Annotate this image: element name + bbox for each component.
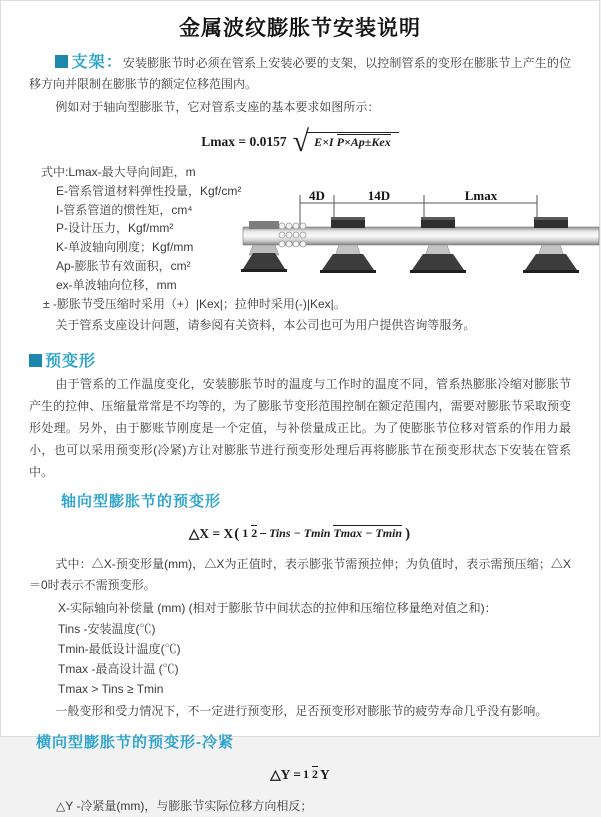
page-title: 金属波纹膨胀节安装说明: [179, 17, 421, 40]
formula-lmax-lhs: Lmax = 0.0157: [201, 134, 287, 149]
param-line: Ap-膨胀节有效面积，cm²: [56, 258, 191, 273]
sqrt-radicand: [306, 132, 399, 150]
temp-definition: Tmax -最高设计温 (℃): [58, 662, 179, 677]
section-square-icon: [55, 55, 68, 68]
section-predeform-heading-row: [29, 348, 571, 371]
close-paren: ): [405, 525, 411, 542]
support-intro-paragraph: [29, 52, 571, 95]
fraction: [269, 527, 402, 541]
open-paren: (: [234, 525, 240, 542]
fraction-numerator: E×I: [314, 135, 334, 149]
support-intro-text: 安装膨胀节时必须在管系上安装必要的支架，以控制管系的变形在膨胀节上产生的位移方向并限制在膨胀节的额定位移范围内。: [29, 56, 571, 91]
sqrt-symbol-icon: √: [292, 125, 310, 158]
formula-dy-lhs: △Y =: [270, 767, 301, 783]
formula-dx-lhs: △X = X: [188, 526, 234, 542]
temp-definition: Tmin-最低设计温度(℃): [58, 642, 181, 657]
fraction-numerator: 1: [302, 767, 309, 782]
predeform-paragraph: 由于管系的工作温度变化，安装膨胀节时的温度与工作时的温度不同，管系热膨胀冷缩对膨胀节产生的拉伸、压缩量常常是不均等的，为了膨胀节变形范围控制在额定范围内，需要对膨胀节采取预变形处理。另外，由于膨账节刚度是一个定值，与补偿量成正比。为了使膨胀节位移对管系的作用力最小，也可以采用预变形(冷紧)方让对膨胀节进行预变形处理后再将膨胀节在预变形状态下安装在管系中。: [29, 377, 571, 479]
fraction-denominator: Tmax − Tmin: [333, 526, 403, 541]
section-predeform-heading: 预变形: [45, 353, 97, 371]
dim-label-14d: 14D: [367, 188, 391, 203]
param-line: E-管系管道材料弹性投量，Kgf/cm²: [56, 183, 242, 198]
axial-explanation-2: X-实际轴向补偿量 (mm) (相对于膨胀节中间状态的拉伸和压缩位移量绝对值之和)：: [58, 601, 497, 616]
param-line: ± -膨胀节受压缩时采用（+）|Kex|；拉伸时采用(-)|Kex|。: [43, 296, 346, 311]
temp-inequality: Tmax > Tins ≥ Tmin: [58, 682, 164, 697]
section-support-heading: 支架：: [71, 54, 123, 71]
axial-explanation-1: 式中：△X-预变形量(mm)，△X为正值时，表示膨张节需预拉伸；为负值时，表示需预压缩；△X＝0时表示不需预变形。: [29, 557, 571, 593]
formula-delta-y: [1, 761, 599, 789]
formula-dy-rhs: Y: [319, 767, 330, 783]
fraction: [303, 768, 318, 782]
temp-definition: Tins -安装温度(℃): [58, 622, 156, 637]
param-line: ex-单波轴向位移，mm: [56, 277, 177, 292]
fraction: [314, 136, 391, 150]
param-line: P-设计压力，Kgf/mm²: [56, 221, 174, 236]
parameters-block: [41, 163, 599, 313]
subheading-lateral: 横向型膨胀节的预变形-冷紧: [36, 734, 234, 752]
dim-label-4d: 4D: [309, 188, 325, 203]
support-example-text: 例如对于轴向型膨胀节，它对管系支座的基本要求如图所示：: [55, 100, 380, 114]
dim-label-lmax: Lmax: [464, 188, 498, 203]
formula-delta-x: [1, 518, 599, 550]
fraction-numerator: 1: [242, 526, 249, 541]
fraction: [242, 527, 257, 541]
fraction-denominator: 2: [311, 767, 318, 782]
minus-operator: −: [259, 526, 267, 542]
pipe-support-diagram: [241, 187, 601, 279]
param-line: K-单波轴向刚度；Kgf/mm: [56, 240, 194, 255]
param-line: I-管系管道的惯性矩，cm⁴: [56, 202, 193, 217]
fraction-denominator: P×Ap±Kex: [336, 135, 391, 149]
param-line: 式中:Lmax-最大导向间距，m: [41, 165, 196, 179]
sqrt-expression: [293, 127, 399, 157]
support-note-text: 关于管系支座设计问题，请参阅有关资料，本公司也可为用户提供咨询等服务。: [55, 318, 476, 333]
formula-lmax: [1, 123, 599, 161]
fraction-denominator: 2: [251, 526, 258, 541]
fraction-numerator: Tins − Tmin: [268, 526, 331, 541]
section-square-icon: [29, 354, 42, 367]
subheading-axial: 轴向型膨胀节的预变形: [61, 493, 222, 511]
axial-note-text: 一般变形和受力情况下，不一定进行预变形，足否预变形对膨胀节的疲劳寿命几乎没有影响。: [55, 704, 548, 719]
lateral-note-text: △Y -冷紧量(mm)，与膨胀节实际位移方向相反；: [56, 799, 313, 814]
